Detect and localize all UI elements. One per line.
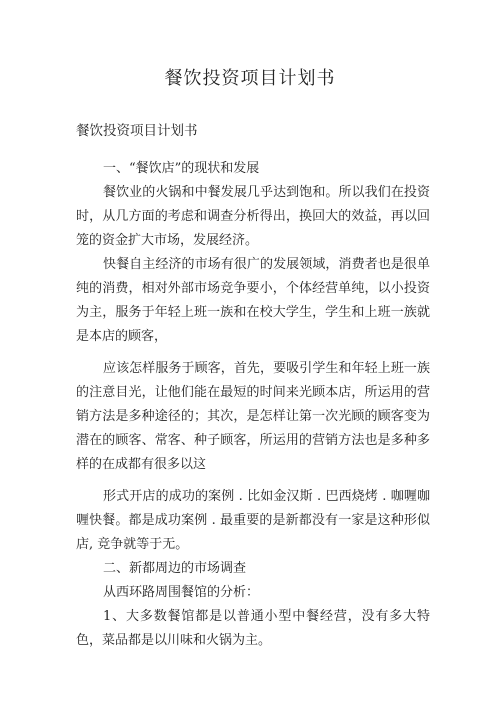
paragraph: 从西环路周围餐馆的分析：: [103, 585, 260, 600]
paragraph: 应该怎样服务于顾客，首先，要吸引学生和年轻上班一族的注意目光，让他们能在最短的时间来光顾本店，所运用的营销方法是多种途径的；其次，是怎样让第一次光顾的顾客变为潜在的顾客、常客、种子顾客，所运用的营销方法也是多种多样的在成都有很多以这: [76, 361, 430, 472]
document-title: 餐饮投资项目计划书: [164, 68, 336, 89]
document-body: [76, 157, 430, 653]
paragraph: 形式开店的成功的案例 . 比如金汉斯 . 巴西烧烤 . 咖喱咖喱快餐。都是成功案例 . 最重要的是新都没有一家是这种形似店, 竞争就等于无。: [76, 489, 430, 552]
list-item: 1、大多数餐馆都是以普通小型中餐经营，没有多大特色，菜品都是以川味和火锅为主。: [76, 609, 430, 648]
paragraph: 快餐自主经济的市场有很广的发展领域，消费者也是很单纯的消费，相对外部市场竞争要小，个体经营单纯，以小投资为主，服务于年轻上班一族和在校大学生，学生和上班一族就是本店的顾客，: [76, 257, 430, 344]
section-heading-1: 一、“餐饮店”的现状和发展: [103, 161, 260, 176]
section-heading-2: 二、新都周边的市场调查: [103, 561, 247, 576]
document-subtitle: 餐饮投资项目计划书: [76, 123, 198, 139]
paragraph: 餐饮业的火锅和中餐发展几乎达到饱和。所以我们在投资时，从几方面的考虑和调查分析得出，换回大的效益，再以回笼的资金扩大市场，发展经济。: [76, 185, 430, 248]
